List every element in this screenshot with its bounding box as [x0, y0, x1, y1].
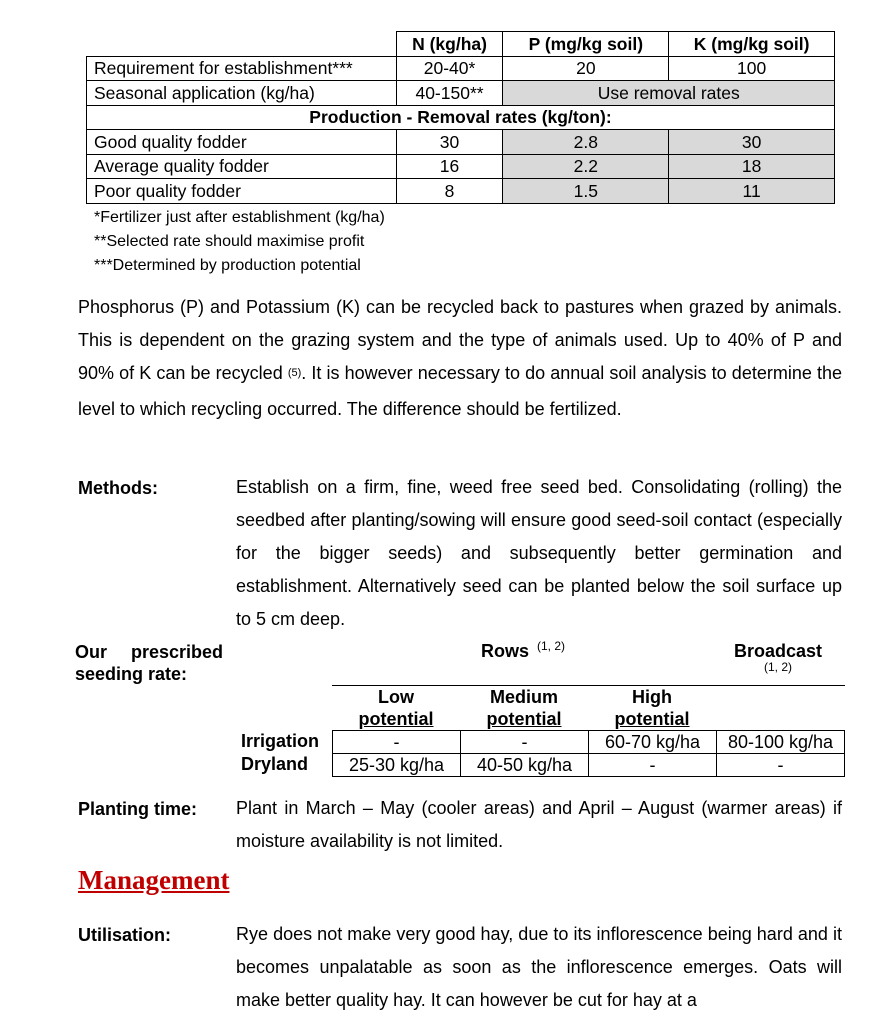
- seed-cell: 40-50 kg/ha: [461, 754, 589, 777]
- seeding-rate-label: [75, 641, 235, 685]
- cell-n: 40-150**: [396, 81, 503, 106]
- seed-cell: -: [589, 754, 717, 777]
- potential-medium: [460, 686, 588, 730]
- header-blank-cell: [87, 32, 397, 57]
- row-label: Good quality fodder: [87, 130, 397, 155]
- recycling-text-1: Phosphorus (P) and Potassium (K) can be recycled back to pastures when grazed by animals. This is dependent on the grazing system and the type of animals used. Up to 40% of P and 90% of K can be recycled: [78, 297, 842, 383]
- cell-p: 20: [503, 56, 669, 81]
- table-row: [87, 81, 835, 106]
- section-row: [87, 105, 835, 130]
- seed-cell: -: [717, 754, 845, 777]
- cell-n: 20-40*: [396, 56, 503, 81]
- footnote: ***Determined by production potential: [94, 257, 361, 274]
- cell-k: 18: [669, 154, 835, 179]
- management-heading: Management: [78, 865, 230, 895]
- table-header-row: [87, 32, 835, 57]
- row-label: Average quality fodder: [87, 154, 397, 179]
- methods-label: Methods:: [78, 478, 158, 498]
- methods-text: Establish on a firm, fine, weed free seed bed. Consolidating (rolling) the seedbed after planting/sowing will ensure good seed-soil contact (especially for the bigger seeds) and subsequently better germination and establishment. Alternatively seed can be planted below the soil surface up to 5 cm deep.: [236, 477, 842, 629]
- table-row: [87, 179, 835, 204]
- footnote: *Fertilizer just after establishment (kg/ha): [94, 209, 385, 226]
- header-p: P (mg/kg soil): [503, 32, 669, 57]
- cell-n: 16: [396, 154, 503, 179]
- cell-k: 30: [669, 130, 835, 155]
- irrigation-label: Irrigation: [241, 731, 320, 751]
- cell-pk-merged: Use removal rates: [503, 81, 835, 106]
- header-k: K (mg/kg soil): [669, 32, 835, 57]
- row-label: Poor quality fodder: [87, 179, 397, 204]
- header-n: N (kg/ha): [396, 32, 503, 57]
- recycling-paragraph: [78, 291, 842, 426]
- section-heading: Production - Removal rates (kg/ton):: [87, 105, 835, 130]
- seeding-label-line2: seeding rate:: [75, 664, 188, 684]
- table-row: [87, 56, 835, 81]
- recycling-text-2: . It is however necessary to do annual soil analysis to determine the level to which recycling occurred. The difference should be fertilized.: [78, 363, 842, 419]
- cell-p: 1.5: [503, 179, 669, 204]
- potential-label: potential: [486, 709, 562, 729]
- reference-superscript: (5): [287, 367, 302, 379]
- table-row: [333, 754, 845, 777]
- potential-high: [588, 686, 716, 730]
- seeding-label-word: Our: [75, 642, 108, 662]
- cell-n: 8: [396, 179, 503, 204]
- planting-time-label: Planting time:: [78, 799, 198, 819]
- seed-cell: 80-100 kg/ha: [717, 731, 845, 754]
- potential-label: potential: [358, 709, 434, 729]
- cell-k: 11: [669, 179, 835, 204]
- seed-cell: 60-70 kg/ha: [589, 731, 717, 754]
- potential-low: [332, 686, 460, 730]
- seed-cell: -: [333, 731, 461, 754]
- cell-n: 30: [396, 130, 503, 155]
- cell-p: 2.2: [503, 154, 669, 179]
- utilisation-text: Rye does not make very good hay, due to its inflorescence being hard and it becomes unpalatable as soon as the inflorescence emerges. Oats will make better quality hay. It can however be cut for hay at a: [236, 924, 842, 1010]
- dryland-label: Dryland: [241, 754, 309, 774]
- seed-cell: 25-30 kg/ha: [333, 754, 461, 777]
- table-row: [333, 731, 845, 754]
- rows-reference: (1, 2): [537, 639, 566, 653]
- row-label: Requirement for establishment***: [87, 56, 397, 81]
- broadcast-reference: (1, 2): [764, 660, 793, 674]
- planting-time-text: Plant in March – May (cooler areas) and April – August (warmer areas) if moisture availability is not limited.: [236, 798, 842, 851]
- seeding-label-word: prescribed: [130, 642, 223, 662]
- nutrient-requirements-table: [86, 31, 835, 204]
- seed-cell: -: [461, 731, 589, 754]
- broadcast-heading: Broadcast: [734, 641, 823, 661]
- potential-label: potential: [614, 709, 690, 729]
- rows-heading: Rows: [481, 641, 530, 661]
- potential-label: High: [632, 687, 672, 707]
- seeding-rate-table: [332, 730, 845, 777]
- potential-label: Low: [378, 687, 414, 707]
- footnote: **Selected rate should maximise profit: [94, 233, 365, 250]
- utilisation-label: Utilisation:: [78, 925, 171, 945]
- row-label: Seasonal application (kg/ha): [87, 81, 397, 106]
- potential-label: Medium: [489, 687, 558, 707]
- cell-p: 2.8: [503, 130, 669, 155]
- table-row: [87, 130, 835, 155]
- table-row: [87, 154, 835, 179]
- cell-k: 100: [669, 56, 835, 81]
